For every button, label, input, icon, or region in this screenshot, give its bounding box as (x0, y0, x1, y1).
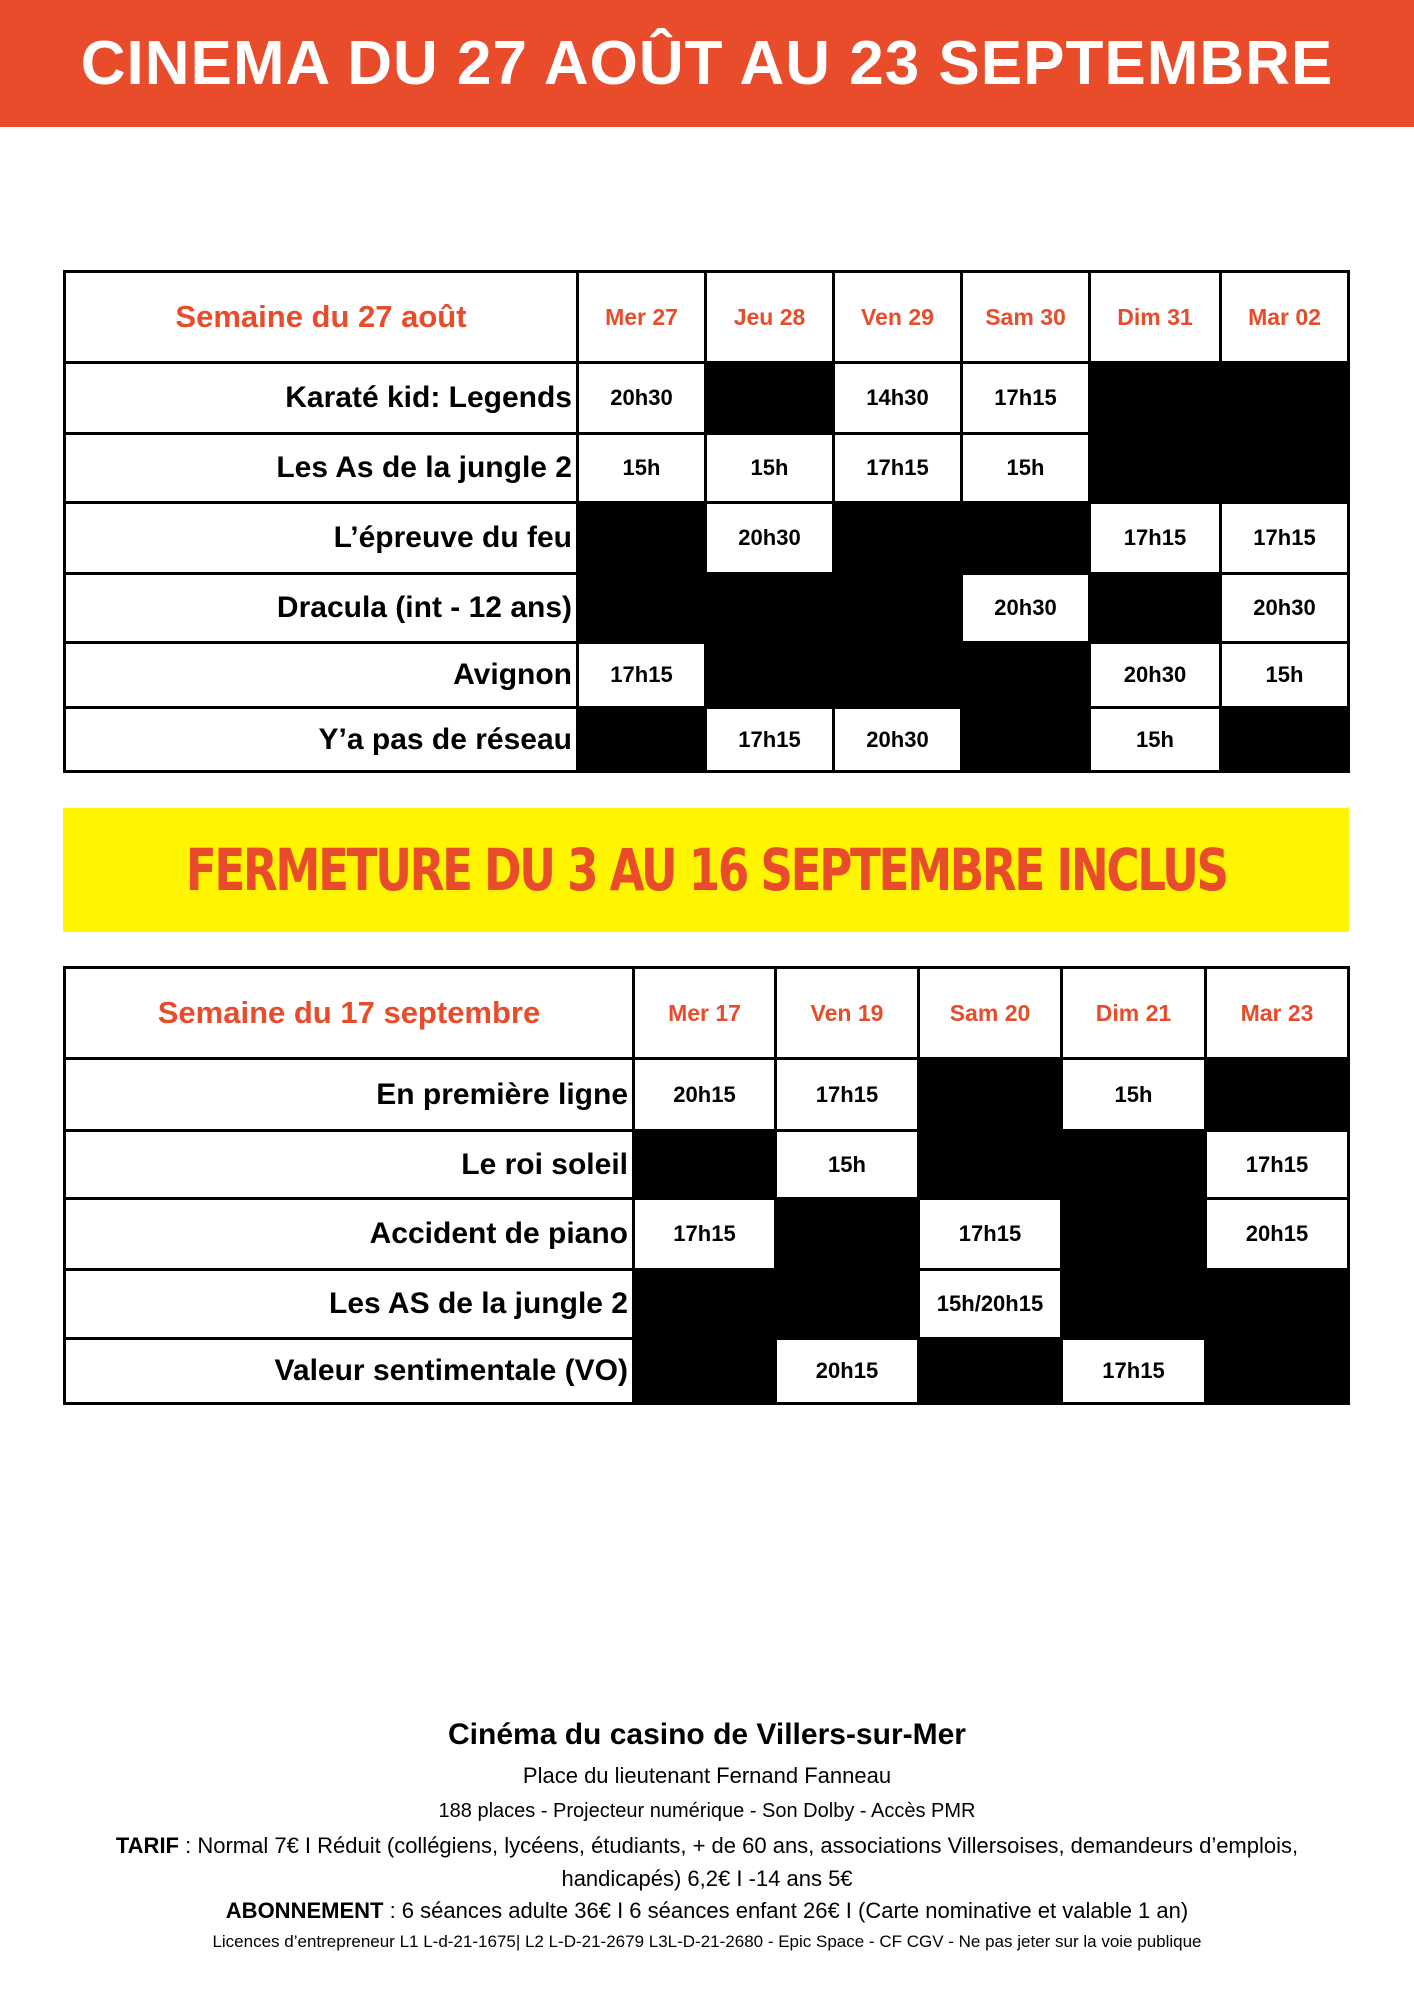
week-2-header-row (65, 968, 1349, 1059)
cinema-address: Place du lieutenant Fernand Fanneau (522, 1763, 892, 1788)
header-banner (0, 0, 1414, 127)
tarif-line-2: handicapés) 6,2€ I -14 ans 5€ (561, 1866, 853, 1891)
showtime-cell (706, 363, 834, 434)
day-header: Jeu 28 (706, 272, 834, 363)
showtime-cell: 20h30 (1090, 643, 1221, 708)
showtime-cell (776, 1270, 919, 1339)
showtime-cell (1090, 574, 1221, 643)
day-header: Mer 17 (634, 968, 776, 1059)
day-header: Dim 31 (1090, 272, 1221, 363)
showtime-cell (776, 1199, 919, 1270)
cinema-info: 188 places - Projecteur numérique - Son Dolby - Accès PMR (438, 1800, 976, 1822)
film-title: En première ligne (65, 1059, 634, 1131)
showtime-cell: 15h (578, 434, 706, 503)
film-row (65, 363, 1349, 434)
film-title: L’épreuve du feu (65, 503, 578, 574)
day-header: Dim 21 (1062, 968, 1206, 1059)
showtime-cell: 17h15 (578, 643, 706, 708)
day-header: Mar 02 (1221, 272, 1349, 363)
film-row (65, 708, 1349, 772)
showtime-cell: 20h30 (962, 574, 1090, 643)
showtime-cell: 17h15 (1221, 503, 1349, 574)
film-row (65, 574, 1349, 643)
showtime-cell: 17h15 (1090, 503, 1221, 574)
showtime-cell (1090, 434, 1221, 503)
showtime-cell: 20h15 (776, 1339, 919, 1404)
showtime-cell (962, 643, 1090, 708)
showtime-cell: 17h15 (1062, 1339, 1206, 1404)
showtime-cell: 20h30 (706, 503, 834, 574)
week-2-title: Semaine du 17 septembre (65, 968, 634, 1059)
showtime-cell: 15h (1221, 643, 1349, 708)
showtime-cell: 20h30 (834, 708, 962, 772)
tarif-text: : Normal 7€ I Réduit (collégiens, lycéens, étudiants, + de 60 ans, associations Villersoises, demandeurs d’emplois, (179, 1833, 1299, 1858)
week-1-header-row (65, 272, 1349, 363)
showtime-cell (919, 1059, 1062, 1131)
showtime-cell (919, 1339, 1062, 1404)
showtime-cell (578, 574, 706, 643)
showtime-cell (634, 1339, 776, 1404)
film-title: Les AS de la jungle 2 (65, 1270, 634, 1339)
showtime-cell: 15h (1090, 708, 1221, 772)
showtime-cell: 17h15 (706, 708, 834, 772)
showtime-cell: 17h15 (919, 1199, 1062, 1270)
day-header: Sam 20 (919, 968, 1062, 1059)
day-header: Mer 27 (578, 272, 706, 363)
showtime-cell: 17h15 (834, 434, 962, 503)
day-header: Mar 23 (1206, 968, 1349, 1059)
licences-text: Licences d’entrepreneur L1 L-d-21-1675| L2 L-D-21-2679 L3L-D-21-2680 - Epic Space - CF CGV - Ne pas jeter sur la voie publique (212, 1932, 1202, 1951)
film-row (65, 1339, 1349, 1404)
abonnement-label: ABONNEMENT (225, 1898, 384, 1923)
schedule-week-2 (63, 966, 1350, 1405)
film-title: Dracula (int - 12 ans) (65, 574, 578, 643)
showtime-cell (634, 1270, 776, 1339)
showtime-cell (962, 503, 1090, 574)
showtime-cell (1062, 1199, 1206, 1270)
showtime-cell (706, 643, 834, 708)
film-row (65, 643, 1349, 708)
showtime-cell: 20h15 (1206, 1199, 1349, 1270)
day-header: Ven 19 (776, 968, 919, 1059)
showtime-cell (578, 503, 706, 574)
showtime-cell (1206, 1339, 1349, 1404)
film-row (65, 1131, 1349, 1199)
tarif-line-1 (0, 1829, 1414, 1862)
abonnement-block (0, 1898, 1414, 1924)
day-header: Sam 30 (962, 272, 1090, 363)
showtime-cell (706, 574, 834, 643)
film-row (65, 503, 1349, 574)
showtime-cell: 17h15 (1206, 1131, 1349, 1199)
film-title: Les As de la jungle 2 (65, 434, 578, 503)
showtime-cell (1221, 434, 1349, 503)
showtime-cell (578, 708, 706, 772)
showtime-cell: 15h (962, 434, 1090, 503)
showtime-cell: 20h30 (578, 363, 706, 434)
showtime-cell: 17h15 (776, 1059, 919, 1131)
closure-text: FERMETURE DU 3 AU 16 SEPTEMBRE INCLUS (185, 836, 1227, 904)
film-row (65, 1059, 1349, 1131)
showtime-cell (834, 503, 962, 574)
showtime-cell (834, 574, 962, 643)
film-row (65, 1270, 1349, 1339)
schedule-week-1 (63, 270, 1350, 773)
tarif-block (0, 1829, 1414, 1895)
abonnement-text: : 6 séances adulte 36€ I 6 séances enfant 26€ I (Carte nominative et valable 1 an) (383, 1898, 1189, 1923)
showtime-cell: 20h15 (634, 1059, 776, 1131)
showtime-cell (1062, 1270, 1206, 1339)
showtime-cell (1062, 1131, 1206, 1199)
showtime-cell: 15h (706, 434, 834, 503)
showtime-cell (634, 1131, 776, 1199)
showtime-cell (1090, 363, 1221, 434)
page-title: CINEMA DU 27 AOÛT AU 23 SEPTEMBRE (80, 29, 1334, 98)
film-title: Karaté kid: Legends (65, 363, 578, 434)
day-header: Ven 29 (834, 272, 962, 363)
film-row (65, 1199, 1349, 1270)
showtime-cell (919, 1131, 1062, 1199)
film-title: Valeur sentimentale (VO) (65, 1339, 634, 1404)
showtime-cell: 15h (1062, 1059, 1206, 1131)
showtime-cell (1206, 1059, 1349, 1131)
showtime-cell: 15h/20h15 (919, 1270, 1062, 1339)
film-title: Avignon (65, 643, 578, 708)
tarif-label: TARIF (115, 1833, 179, 1858)
showtime-cell (1221, 708, 1349, 772)
showtime-cell (1221, 363, 1349, 434)
showtime-cell (962, 708, 1090, 772)
showtime-cell: 17h15 (962, 363, 1090, 434)
film-title: Accident de piano (65, 1199, 634, 1270)
showtime-cell: 14h30 (834, 363, 962, 434)
showtime-cell (834, 643, 962, 708)
showtime-cell: 15h (776, 1131, 919, 1199)
closure-notice (63, 808, 1349, 932)
showtime-cell (1206, 1270, 1349, 1339)
film-row (65, 434, 1349, 503)
film-title: Le roi soleil (65, 1131, 634, 1199)
showtime-cell: 17h15 (634, 1199, 776, 1270)
showtime-cell: 20h30 (1221, 574, 1349, 643)
cinema-name: Cinéma du casino de Villers-sur-Mer (448, 1718, 966, 1751)
week-1-title: Semaine du 27 août (65, 272, 578, 363)
film-title: Y’a pas de réseau (65, 708, 578, 772)
